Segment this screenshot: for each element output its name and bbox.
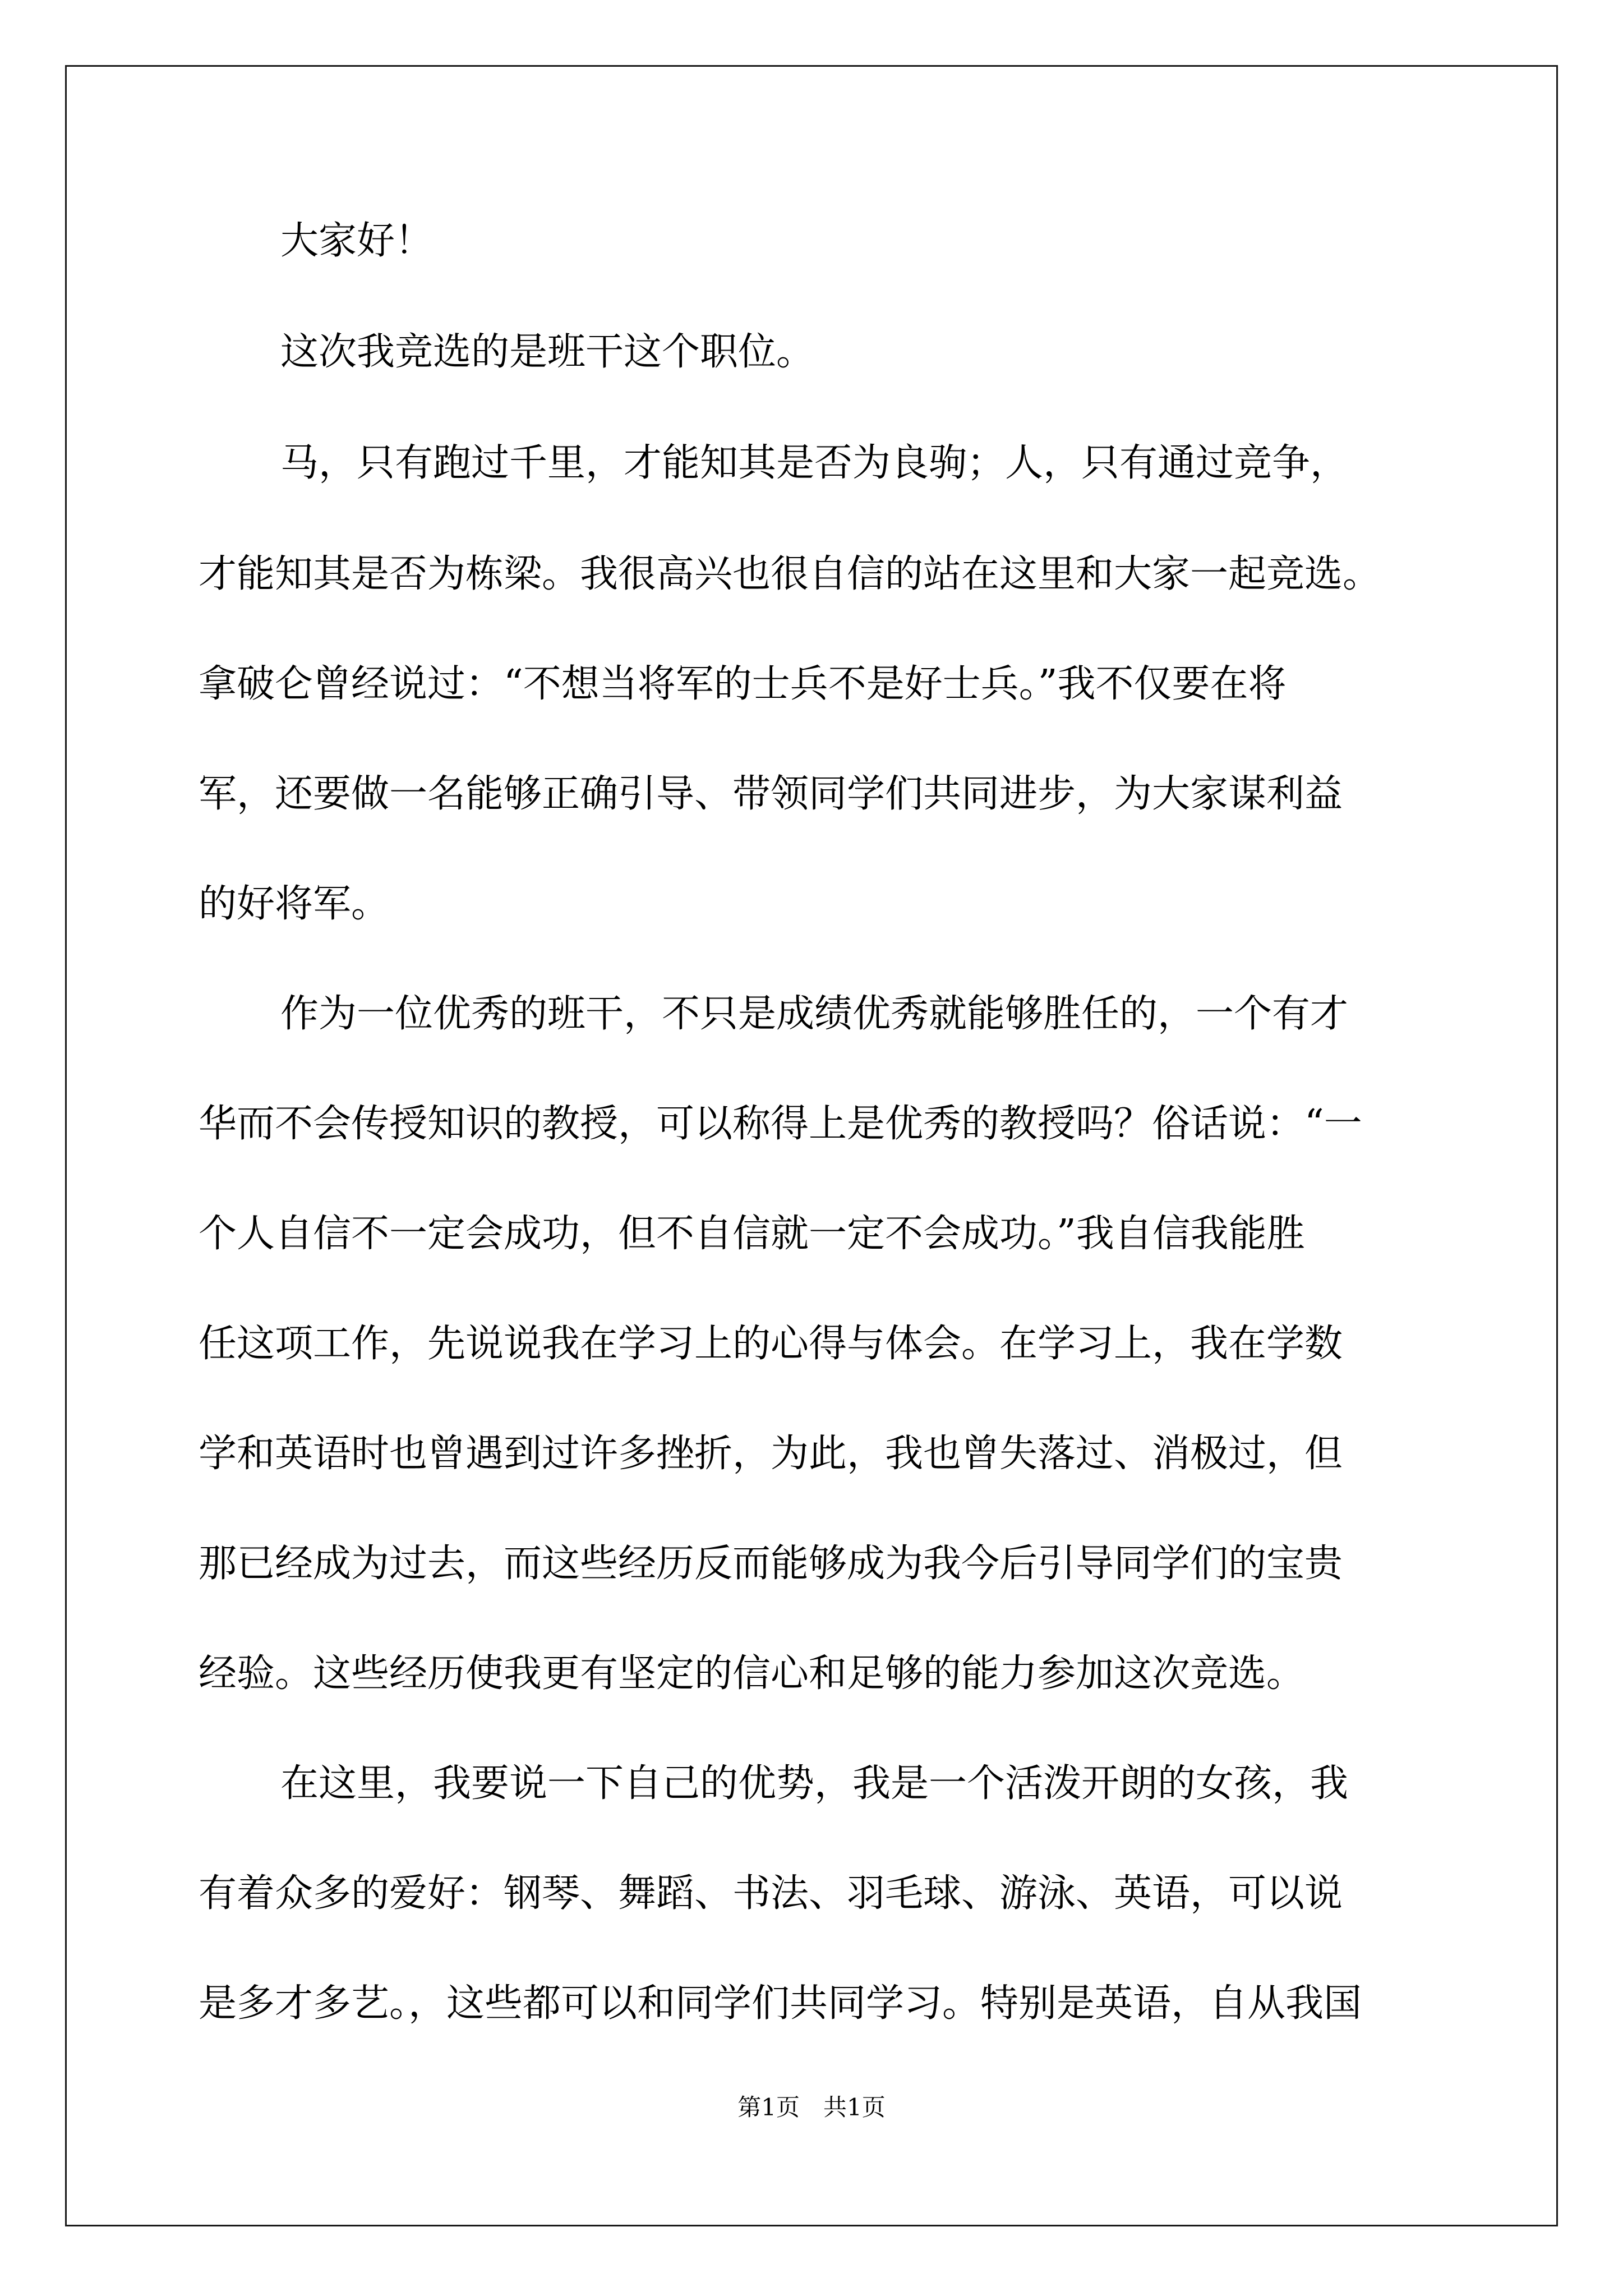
line-greeting: 大家好！	[280, 219, 434, 263]
paragraph-line: 马，只有跑过千里，才能知其是否为良驹；人，只有通过竞争，	[280, 441, 1349, 485]
paragraph-line: 那已经成为过去，而这些经历反而能够成为我今后引导同学们的宝贵	[199, 1542, 1343, 1586]
paragraph-line: 拿破仑曾经说过：“不想当将军的士兵不是好士兵。”我不仅要在将	[199, 662, 1287, 706]
paragraph-line: 作为一位优秀的班干，不只是成绩优秀就能够胜任的，一个有才	[280, 992, 1349, 1036]
paragraph-line: 学和英语时也曾遇到过许多挫折，为此，我也曾失落过、消极过，但	[199, 1432, 1343, 1476]
paragraph-line: 任这项工作，先说说我在学习上的心得与体会。在学习上，我在学数	[199, 1322, 1343, 1366]
paragraph-line: 的好将军。	[199, 882, 390, 926]
paragraph-line: 在这里，我要说一下自己的优势，我是一个活泼开朗的女孩，我	[280, 1761, 1349, 1806]
paragraph-line: 经验。这些经历使我更有坚定的信心和足够的能力参加这次竞选。	[199, 1651, 1305, 1696]
paragraph-line: 军，还要做一名能够正确引导、带领同学们共同进步，为大家谋利益	[199, 772, 1343, 816]
page-number: 第1页 共1页	[737, 2093, 886, 2121]
line-position: 这次我竞选的是班干这个职位。	[280, 330, 815, 374]
paragraph-line: 是多才多艺。，这些都可以和同学们共同学习。特别是英语，自从我国	[199, 1981, 1362, 2026]
paragraph-line: 才能知其是否为栋梁。我很高兴也很自信的站在这里和大家一起竞选。	[199, 552, 1381, 596]
paragraph-line: 华而不会传授知识的教授，可以称得上是优秀的教授吗？俗话说：“一	[199, 1102, 1362, 1146]
paragraph-line: 有着众多的爱好：钢琴、舞蹈、书法、羽毛球、游泳、英语，可以说	[199, 1871, 1343, 1916]
paragraph-line: 个人自信不一定会成功，但不自信就一定不会成功。”我自信我能胜	[199, 1212, 1305, 1256]
